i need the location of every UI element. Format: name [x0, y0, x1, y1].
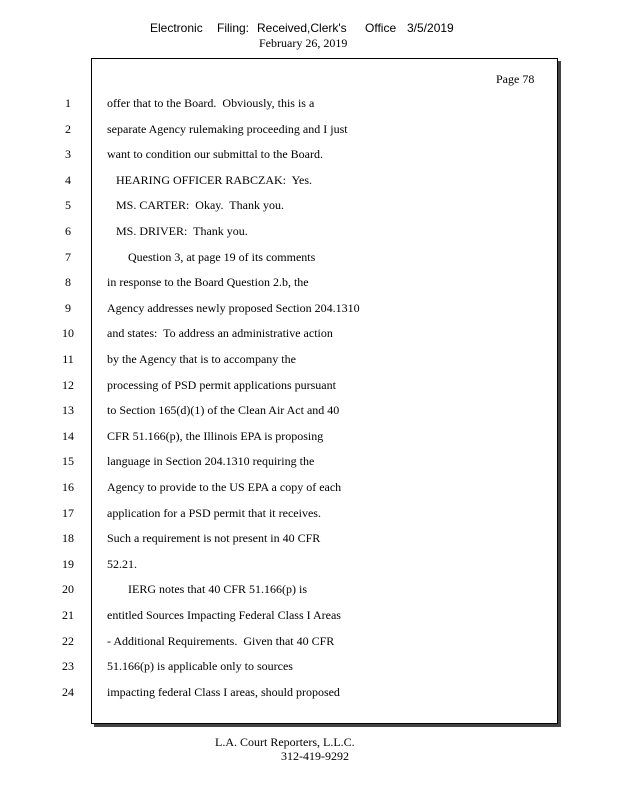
stamp-date: 3/5/2019: [407, 21, 454, 35]
line-text: MS. DRIVER: Thank you.: [107, 224, 248, 238]
line-text: to Section 165(d)(1) of the Clean Air Act and 40: [107, 403, 340, 417]
line-number: 6: [65, 224, 71, 238]
line-number: 7: [65, 250, 71, 264]
line-number: 18: [62, 531, 74, 545]
court-reporter-name: L.A. Court Reporters, L.L.C.: [215, 735, 355, 749]
filing-date: February 26, 2019: [259, 36, 348, 50]
line-text: and states: To address an administrative action: [107, 326, 333, 340]
line-text: offer that to the Board. Obviously, this is a: [107, 96, 315, 110]
line-number: 11: [62, 352, 74, 366]
court-reporter-phone: 312-419-9292: [281, 749, 349, 763]
filing-stamp: [0, 21, 618, 53]
line-text: by the Agency that is to accompany the: [107, 352, 296, 366]
line-number: 10: [62, 326, 74, 340]
line-text: processing of PSD permit applications pursuant: [107, 378, 336, 392]
line-number: 21: [62, 608, 74, 622]
line-text: MS. CARTER: Okay. Thank you.: [107, 198, 284, 212]
line-number: 24: [62, 685, 74, 699]
line-number: 9: [65, 301, 71, 315]
line-text: 51.166(p) is applicable only to sources: [107, 659, 293, 673]
line-number: 16: [62, 480, 74, 494]
line-text: Agency to provide to the US EPA a copy of each: [107, 480, 342, 494]
line-text: impacting federal Class I areas, should proposed: [107, 685, 340, 699]
line-number: 15: [62, 454, 74, 468]
line-number: 20: [62, 582, 74, 596]
line-number: 19: [62, 557, 74, 571]
line-number: 14: [62, 429, 74, 443]
stamp-office: Office: [365, 21, 397, 35]
line-text: in response to the Board Question 2.b, the: [107, 275, 309, 289]
line-text: HEARING OFFICER RABCZAK: Yes.: [107, 173, 313, 187]
line-text: entitled Sources Impacting Federal Class I Areas: [107, 608, 341, 622]
line-text: want to condition our submittal to the Board.: [107, 147, 323, 161]
line-number: 2: [65, 122, 71, 136]
line-number: 13: [62, 403, 74, 417]
line-text: Such a requirement is not present in 40 CFR: [107, 531, 321, 545]
stamp-electronic: Electronic: [150, 21, 203, 35]
line-number: 17: [62, 506, 74, 520]
stamp-received: Received,Clerk's: [257, 21, 347, 35]
line-number: 23: [62, 659, 74, 673]
line-text: 52.21.: [107, 557, 137, 571]
line-number: 5: [65, 198, 71, 212]
line-number: 1: [65, 96, 71, 110]
line-text: Question 3, at page 19 of its comments: [107, 250, 316, 264]
line-text: IERG notes that 40 CFR 51.166(p) is: [107, 582, 307, 596]
line-text: language in Section 204.1310 requiring the: [107, 454, 315, 468]
line-number: 4: [65, 173, 71, 187]
line-number: 22: [62, 634, 74, 648]
line-text: CFR 51.166(p), the Illinois EPA is proposing: [107, 429, 324, 443]
line-text: separate Agency rulemaking proceeding and I just: [107, 122, 348, 136]
line-number: 8: [65, 275, 71, 289]
stamp-filing: Filing:: [217, 21, 250, 35]
line-text: Agency addresses newly proposed Section 204.1310: [107, 301, 360, 315]
line-number: 3: [65, 147, 71, 161]
line-text: - Additional Requirements. Given that 40 CFR: [107, 634, 335, 648]
line-number: 12: [62, 378, 74, 392]
page-number: Page 78: [496, 72, 535, 86]
line-text: application for a PSD permit that it receives.: [107, 506, 321, 520]
